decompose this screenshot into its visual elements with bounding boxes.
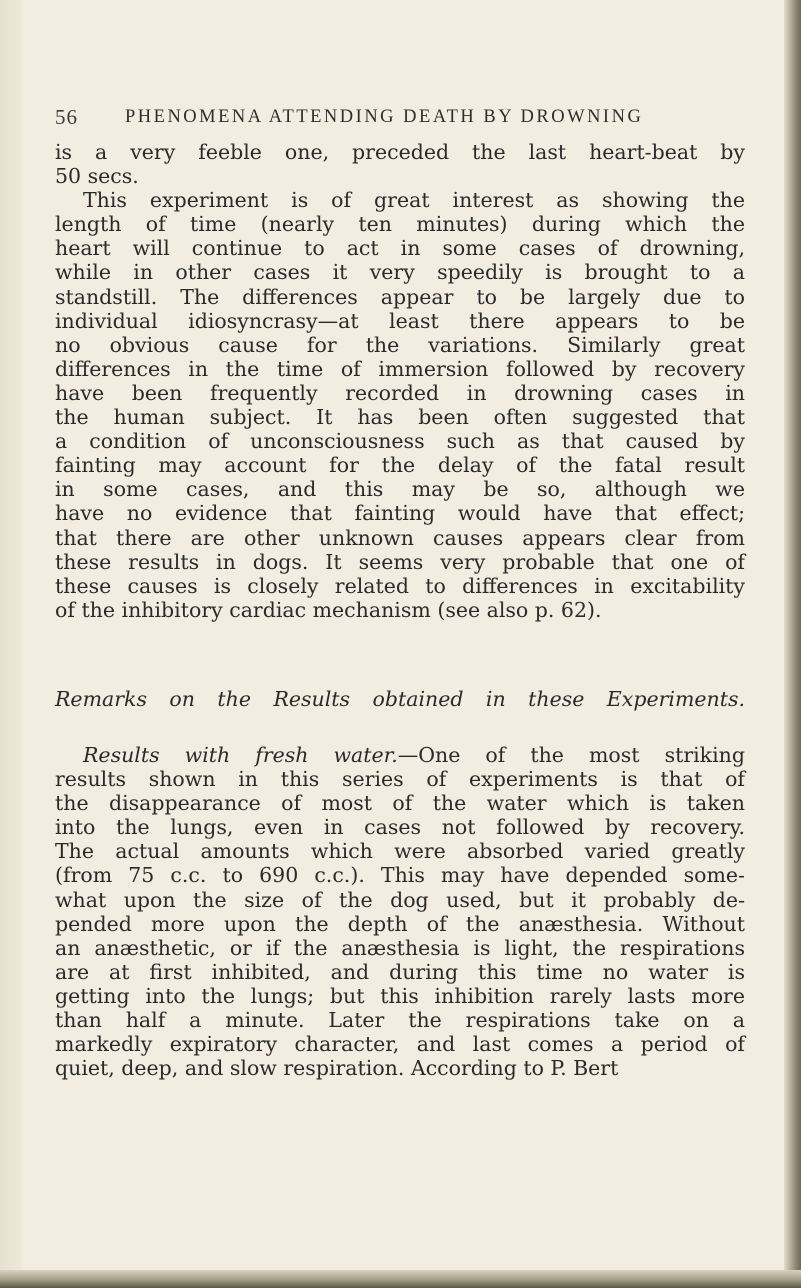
text-line: these causes is closely related to differences in excitability [55,573,745,598]
text-line: pended more upon the depth of the anæsthesia. Without [55,911,745,936]
text-line: than half a minute. Later the respirations take on a [55,1008,745,1033]
text-line: that there are other unknown causes appears clear from [55,525,745,550]
text-line: individual idiosyncrasy—at least there appears to be [55,308,745,333]
text-line: quiet, deep, and slow respiration. According to P. Bert [55,1056,619,1081]
paragraph-lead-dash: — [397,743,419,767]
text-line: The actual amounts which were absorbed varied greatly [55,839,745,864]
text-line: these results in dogs. It seems very probable that one of [55,549,745,574]
text-line: have no evidence that fainting would have that effect; [55,501,745,526]
text-line: an anæsthetic, or if the anæsthesia is light, the respirations [55,935,745,960]
section-heading: Remarks on the Results obtained in these Experiments. [55,687,745,711]
paragraph-lead-line [55,743,745,767]
text-line: differences in the time of immersion followed by recovery [55,356,745,381]
page-binding-edge [0,0,22,1270]
text-line: while in other cases it very speedily is brought to a [55,260,745,285]
text-line: fainting may account for the delay of the fatal result [55,453,745,478]
running-head: PHENOMENA ATTENDING DEATH BY DROWNING [125,107,644,127]
text-line: results shown in this series of experiments is that of [55,767,745,792]
paragraph-experiment-interest [55,188,745,622]
paragraph-continuation [55,140,745,188]
text-line: the disappearance of most of the water which is taken [55,791,745,816]
text-line: the human subject. It has been often suggested that [55,405,745,430]
text-line: markedly expiratory character, and last comes a period of [55,1032,745,1057]
text-line: getting into the lungs; but this inhibition rarely lasts more [55,983,745,1008]
text-line: of the inhibitory cardiac mechanism (see also p. 62). [55,597,602,622]
page-edge-shadow-bottom [0,1270,801,1288]
text-line: (from 75 c.c. to 690 c.c.). This may have depended some- [55,863,745,888]
text-line: This experiment is of great interest as showing the [83,188,745,213]
text-line: into the lungs, even in cases not followed by recovery. [55,815,745,840]
text-line: 50 secs. [55,164,139,189]
text-line: no obvious cause for the variations. Similarly great [55,332,745,357]
page-edge-shadow-right [784,0,801,1288]
paragraph-lead-rest: One of the most striking [418,743,745,767]
text-line: length of time (nearly ten minutes) during which the [55,212,745,237]
body-text-top [55,140,745,622]
text-line: in some cases, and this may be so, although we [55,477,745,502]
text-line: is a very feeble one, preceded the last heart-beat by [55,140,745,164]
text-line: what upon the size of the dog used, but it probably de- [55,887,745,912]
paragraph-lead-italic: Results with fresh water. [83,743,398,767]
text-line: are at first inhibited, and during this time no water is [55,959,745,984]
text-line: heart will continue to act in some cases of drowning, [55,236,745,261]
text-line: have been frequently recorded in drowning cases in [55,380,745,405]
page-header [55,93,745,133]
page-number: 56 [55,105,78,129]
text-line: a condition of unconsciousness such as that caused by [55,429,745,454]
body-text-results [55,743,745,1080]
text-line: standstill. The differences appear to be largely due to [55,284,745,309]
